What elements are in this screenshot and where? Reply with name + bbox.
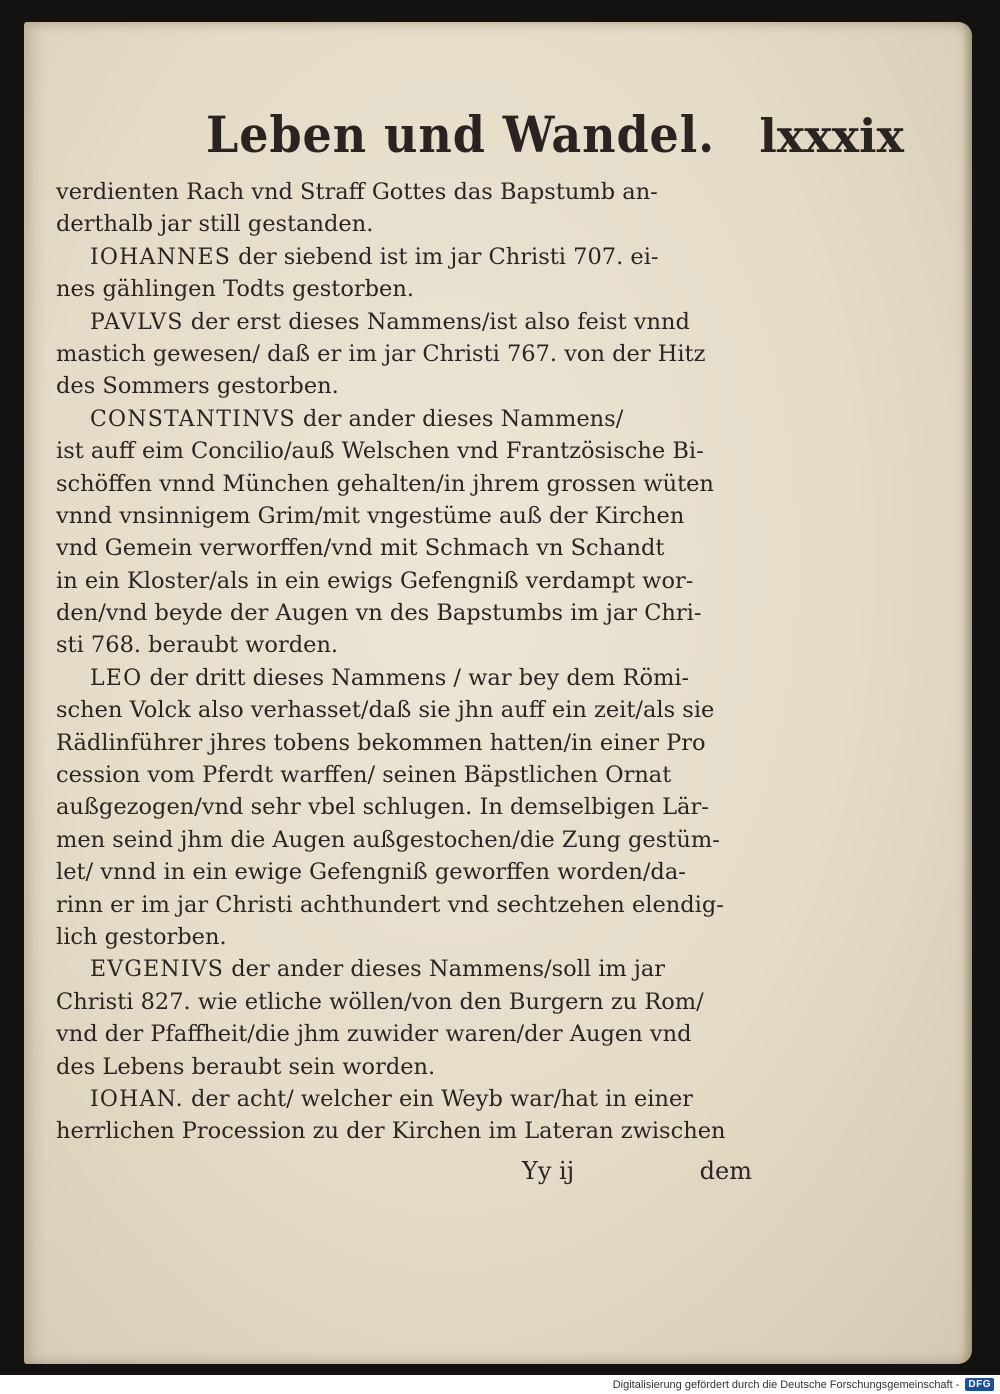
line-text: cession vom Pferdt warffen/ seinen Bäpstlichen Ornat [56, 762, 672, 789]
line-text: der siebend ist im jar Christi 707. ei- [231, 243, 659, 270]
line-text: der acht/ welcher ein Weyb war/hat in einer [183, 1085, 694, 1112]
line-text: vnd Gemein verworffen/vnd mit Schmach vn Schandt [56, 535, 665, 562]
text-line [56, 1018, 746, 1050]
signature-line [522, 1157, 752, 1193]
text-line [56, 241, 746, 273]
text-line [56, 953, 746, 985]
text-line [56, 435, 746, 467]
line-text: der erst dieses Nammens/ist also feist vnnd [183, 308, 690, 335]
line-text: der dritt dieses Nammens / war bey dem Römi- [142, 664, 690, 691]
text-line [56, 759, 746, 791]
line-text: herrlichen Procession zu der Kirchen im Lateran zwischen [56, 1118, 726, 1145]
funding-notice: Digitalisierung gefördert durch die Deutsche Forschungsgemeinschaft - [612, 1378, 960, 1391]
footer-bar [0, 1375, 1000, 1394]
line-text: vnnd vnsinnigem Grim/mit vngestüme auß der Kirchen [56, 502, 685, 529]
text-line [56, 370, 746, 402]
text-line [56, 791, 746, 823]
text-line [56, 921, 746, 953]
line-text: der ander dieses Nammens/ [295, 405, 624, 432]
text-line [56, 662, 746, 694]
line-text: schöffen vnnd München gehalten/in jhrem grossen wüten [56, 470, 714, 497]
line-text: des Sommers gestorben. [56, 373, 339, 400]
line-text: lich gestorben. [56, 923, 227, 950]
line-text: vnd der Pfaffheit/die jhm zuwider waren/der Augen vnd [56, 1021, 692, 1048]
text-line [56, 176, 746, 208]
text-line [56, 1115, 746, 1147]
text-line [56, 694, 746, 726]
name-capitals: IOHANNES [90, 244, 232, 270]
line-text: der ander dieses Nammens/soll im jar [224, 956, 666, 983]
text-line [56, 824, 746, 856]
text-line [56, 856, 746, 888]
text-line [56, 727, 746, 759]
text-line [56, 629, 746, 661]
line-text: ist auff eim Concilio/auß Welschen vnd Frantzösische Bi- [56, 438, 704, 465]
line-text: verdienten Rach vnd Straff Gottes das Bapstumb an- [56, 179, 658, 205]
catchword: dem [699, 1157, 752, 1185]
name-capitals: LEO [90, 665, 143, 691]
text-line [56, 500, 746, 532]
text-line [56, 468, 746, 500]
text-line [56, 597, 746, 629]
text-line [56, 565, 746, 597]
text-line [56, 403, 746, 435]
signature-mark: Yy ij [522, 1157, 575, 1185]
name-capitals: IOHAN. [90, 1086, 184, 1112]
text-line [56, 532, 746, 564]
text-line [56, 306, 746, 338]
line-text: außgezogen/vnd sehr vbel schlugen. In demselbigen Lär- [56, 794, 709, 821]
text-line [56, 338, 746, 370]
line-text: sti 768. beraubt worden. [56, 632, 339, 659]
line-text: Christi 827. wie etliche wöllen/von den Burgern zu Rom/ [56, 988, 704, 1015]
line-text: des Lebens beraubt sein worden. [56, 1053, 436, 1080]
line-text: let/ vnnd in ein ewige Gefengniß geworffen worden/da- [56, 859, 686, 886]
line-text: schen Volck also verhasset/daß sie jhn auff ein zeit/als sie [56, 697, 715, 724]
folio-number: lxxxix [759, 109, 904, 163]
line-text: rinn er im jar Christi achthundert vnd sechtzehen elendig- [56, 891, 724, 918]
line-text: mastich gewesen/ daß er im jar Christi 767. von der Hitz [56, 340, 706, 367]
dfg-logo: DFG [965, 1378, 994, 1391]
line-text: derthalb jar still gestanden. [56, 211, 374, 238]
line-text: nes gählingen Todts gestorben. [56, 276, 414, 303]
text-line [56, 1083, 746, 1115]
text-line [56, 986, 746, 1018]
name-capitals: PAVLVS [90, 309, 184, 335]
line-text: Rädlinführer jhres tobens bekommen hatten/in einer Pro [56, 729, 706, 756]
name-capitals: CONSTANTINVS [90, 406, 296, 432]
body-text [56, 176, 746, 1148]
text-line [56, 1051, 746, 1083]
name-capitals: EVGENIVS [90, 957, 225, 983]
running-head [206, 105, 904, 185]
text-line [56, 208, 746, 240]
line-text: in ein Kloster/als in ein ewigs Gefengniß verdampt wor- [56, 567, 694, 594]
running-head-title: Leben und Wandel. [206, 105, 716, 164]
text-line [56, 889, 746, 921]
line-text: men seind jhm die Augen außgestochen/die Zung gestüm- [56, 826, 720, 853]
text-line [56, 273, 746, 305]
line-text: den/vnd beyde der Augen vn des Bapstumbs im jar Chri- [56, 600, 702, 627]
